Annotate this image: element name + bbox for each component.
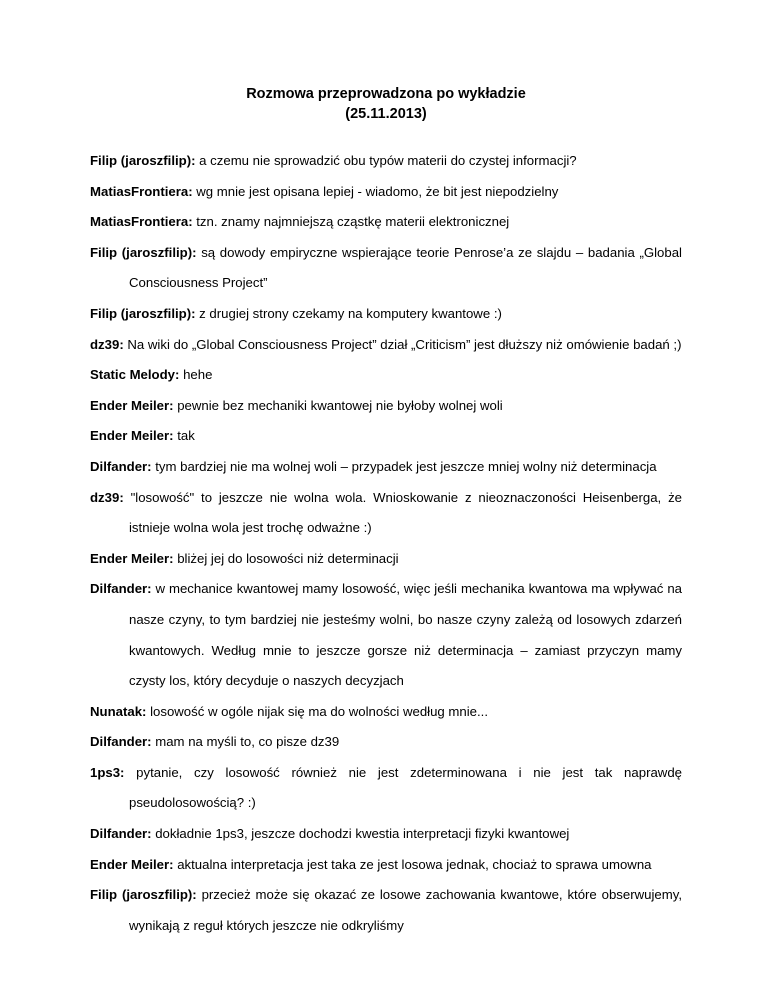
speaker-name: Ender Meiler: [90, 397, 174, 413]
speaker-name: Ender Meiler: [90, 550, 174, 566]
message-text: przecież może się okazać ze losowe zachowania kwantowe, które obserwujemy, wynikają z reguł których jeszcze nie odkryliśmy [129, 887, 682, 933]
message-text: z drugiej strony czekamy na komputery kwantowe :) [199, 305, 502, 321]
conversation-entry [90, 819, 682, 850]
conversation-entry [90, 360, 682, 391]
speaker-name: Filip (jaroszfilip): [90, 305, 196, 321]
title-line-1: Rozmowa przeprowadzona po wykładzie [246, 86, 526, 102]
message-text: pytanie, czy losowość również nie jest zdeterminowana i nie jest tak naprawdę pseudolosowością? :) [129, 764, 682, 811]
message-text: w mechanice kwantowej mamy losowość, więc jeśli mechanika kwantowa ma wpływać na nasze czyny, to tym bardziej nie jesteśmy wolni, bo nasze czyny zależą od losowych zdarzeń kwantowych. Według mnie to jeszcze gorsze niż determinacja – zamiast przyczyn mamy czysty los, który decyduje o naszych decyzjach [129, 581, 682, 689]
conversation-entry [90, 330, 682, 361]
message-text: wg mnie jest opisana lepiej - wiadomo, że bit jest niepodzielny [196, 183, 559, 199]
document-title [90, 84, 682, 124]
message-text: mam na myśli to, co pisze dz39 [155, 734, 340, 750]
message-text: tak [177, 428, 195, 444]
speaker-name: Dilfander: [90, 458, 152, 474]
message-text: Na wiki do „Global Consciousness Project” dział „Criticism” jest dłuższy niż omówienie badań ;) [127, 336, 682, 352]
speaker-name: Filip (jaroszfilip): [90, 244, 197, 260]
speaker-name: Filip (jaroszfilip): [90, 153, 196, 168]
speaker-name: MatiasFrontiera: [90, 183, 193, 199]
speaker-name: Ender Meiler: [90, 856, 174, 872]
conversation-entry [90, 146, 682, 177]
conversation-entry [90, 727, 682, 758]
speaker-name: 1ps3: [90, 764, 125, 780]
conversation-entry [90, 391, 682, 422]
speaker-name: MatiasFrontiera: [90, 214, 193, 230]
message-text: tzn. znamy najmniejszą cząstkę materii elektronicznej [196, 214, 510, 230]
speaker-name: dz39: [90, 489, 124, 505]
message-text: aktualna interpretacja jest taka ze jest losowa jednak, chociaż to sprawa umowna [177, 856, 652, 872]
speaker-name: Dilfander: [90, 581, 152, 597]
message-text: hehe [183, 367, 213, 383]
message-text: losowość w ogóle nijak się ma do wolności według mnie... [150, 703, 489, 719]
conversation-entry [90, 697, 682, 728]
conversation-entry [90, 758, 682, 819]
conversation-entry [90, 238, 682, 299]
conversation-entry [90, 880, 682, 941]
message-text: pewnie bez mechaniki kwantowej nie byłoby wolnej woli [177, 397, 503, 413]
conversation-entry [90, 574, 682, 696]
conversation-entry [90, 452, 682, 483]
speaker-name: Dilfander: [90, 826, 152, 842]
speaker-name: Filip (jaroszfilip): [90, 887, 197, 903]
message-text: dokładnie 1ps3, jeszcze dochodzi kwestia interpretacji fizyki kwantowej [155, 826, 570, 842]
message-text: są dowody empiryczne wspierające teorie Penrose’a ze slajdu – badania „Global Consciousness Project” [129, 244, 682, 291]
title-date: (25.11.2013) [345, 106, 427, 122]
message-text: tym bardziej nie ma wolnej woli – przypadek jest jeszcze mniej wolny niż determinacja [155, 458, 657, 474]
message-text: a czemu nie sprowadzić obu typów materii do czystej informacji? [199, 153, 577, 168]
conversation-entry [90, 177, 682, 208]
message-text: bliżej jej do losowości niż determinacji [177, 550, 399, 566]
speaker-name: Static Melody: [90, 367, 180, 383]
speaker-name: Dilfander: [90, 734, 152, 750]
conversation-entry [90, 850, 682, 881]
conversation-entry [90, 483, 682, 544]
conversation-entry [90, 299, 682, 330]
conversation-entry [90, 207, 682, 238]
speaker-name: dz39: [90, 336, 124, 352]
conversation-entry [90, 421, 682, 452]
conversation-list [90, 146, 682, 941]
message-text: "losowość" to jeszcze nie wolna wola. Wnioskowanie z nieoznaczoności Heisenberga, że istnieje wolna wola jest trochę odważne :) [129, 489, 682, 536]
conversation-entry [90, 544, 682, 575]
speaker-name: Nunatak: [90, 703, 147, 719]
speaker-name: Ender Meiler: [90, 428, 174, 444]
